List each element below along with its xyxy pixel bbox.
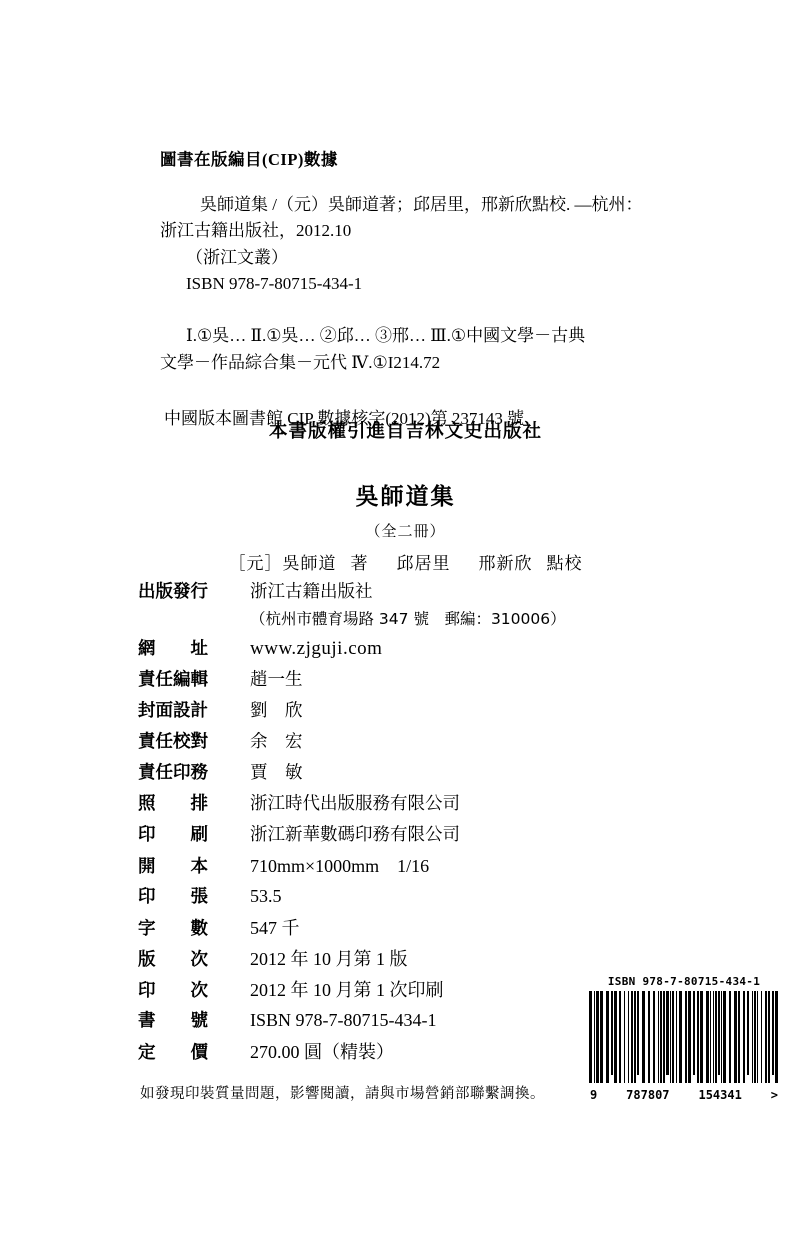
colophon-row	[138, 821, 698, 847]
colophon-row	[138, 666, 698, 692]
book-byline	[0, 549, 811, 574]
byline-dynasty-author: ［元］吳師道	[228, 554, 337, 574]
colophon-label: 書 號	[138, 1011, 208, 1031]
barcode-group-1: 787807	[626, 1088, 670, 1102]
colophon-label: 印 刷	[138, 825, 208, 845]
colophon-row	[138, 914, 698, 940]
colophon-label: 責任編輯	[138, 670, 208, 690]
byline-editor-1: 邱居里	[396, 554, 451, 574]
colophon-row	[138, 728, 698, 754]
cip-class-line: 文學－作品綜合集－元代 Ⅳ.①I214.72	[160, 352, 441, 372]
colophon-value: 浙江新華數碼印務有限公司	[250, 825, 460, 845]
byline-author-role: 著	[350, 554, 369, 574]
quality-note: 如發現印裝質量問題，影響閱讀，請與市場營銷部聯繫調換。	[140, 1086, 545, 1102]
barcode-right-digit: >	[770, 1088, 778, 1102]
colophon-label: 出版發行	[138, 582, 208, 602]
colophon-label: 照 排	[138, 794, 208, 814]
colophon-value: 浙江古籍出版社	[250, 582, 373, 602]
price-value: 270.00 圓（精裝）	[250, 1042, 394, 1062]
colophon-value: 余 宏	[250, 732, 303, 752]
cip-line: 浙江古籍出版社，2012.10	[160, 221, 352, 241]
colophon-row	[138, 883, 698, 909]
book-title: 吳師道集	[355, 484, 456, 510]
colophon-label: 定 價	[138, 1043, 208, 1063]
colophon-value: 2012 年 10 月第 1 版	[250, 949, 408, 969]
publisher-address: （杭州市體育場路 347 號 郵編：310006）	[250, 610, 566, 628]
colophon-value: 53.5	[250, 886, 282, 906]
colophon-value: 浙江時代出版服務有限公司	[250, 794, 460, 814]
colophon-label: 封面設計	[138, 701, 208, 721]
colophon-value: 劉 欣	[250, 701, 303, 721]
barcode-isbn-text: ISBN 978-7-80715-434-1	[607, 975, 761, 988]
colophon-value: 趙一生	[250, 670, 303, 690]
colophon-label: 版 次	[138, 950, 208, 970]
isbn-barcode	[589, 975, 779, 1111]
colophon-value: 547 千	[250, 918, 300, 938]
book-volume-note: （全二冊）	[365, 524, 446, 540]
colophon-row	[138, 852, 698, 878]
colophon-label: 網 址	[138, 639, 208, 659]
publisher-website[interactable]: www.zjguji.com	[250, 638, 383, 659]
cip-body	[160, 192, 680, 297]
cip-heading: 圖書在版編目(CIP)數據	[160, 150, 338, 169]
colophon-value: 2012 年 10 月第 1 次印刷	[250, 980, 444, 1000]
colophon-row	[138, 697, 698, 723]
barcode-group-2: 154341	[698, 1088, 742, 1102]
colophon-row	[138, 759, 698, 785]
cip-classification	[160, 323, 680, 376]
isbn-value: ISBN 978-7-80715-434-1	[250, 1010, 437, 1030]
colophon-row	[138, 578, 698, 604]
cip-serial-number: 中國版本圖書館 CIP 數據核字(2012)第 237143 號	[164, 409, 525, 429]
colophon-label: 字 數	[138, 919, 208, 939]
cip-block	[160, 146, 680, 429]
barcode-digits	[589, 1088, 779, 1102]
byline-editor-role: 點校	[546, 554, 583, 574]
cip-line: （浙江文叢）	[186, 247, 288, 267]
cip-line: ISBN 978-7-80715-434-1	[186, 274, 363, 294]
cip-line: 吳師道集 /（元）吳師道著；邱居里，邢新欣點校. —杭州：	[200, 195, 643, 214]
colophon-value: 賈 敏	[250, 763, 303, 783]
colophon-label: 責任印務	[138, 763, 208, 783]
colophon-label: 印 張	[138, 887, 208, 907]
colophon-row	[138, 945, 698, 971]
barcode-left-digit: 9	[590, 1088, 598, 1102]
cip-class-line: Ⅰ.①吳… Ⅱ.①吳… ②邱… ③邢… Ⅲ.①中國文學－古典	[186, 326, 586, 346]
barcode-bars	[589, 991, 779, 1087]
colophon-label: 印 次	[138, 981, 208, 1001]
colophon-label: 責任校對	[138, 732, 208, 752]
colophon-value: 710mm×1000mm 1/16	[250, 856, 430, 876]
colophon-row	[138, 790, 698, 816]
colophon-label: 開 本	[138, 857, 208, 877]
copyright-import-statement: 本書版權引進自吉林文史出版社	[268, 422, 542, 442]
colophon-row	[138, 635, 698, 661]
byline-editor-2: 邢新欣	[478, 554, 533, 574]
